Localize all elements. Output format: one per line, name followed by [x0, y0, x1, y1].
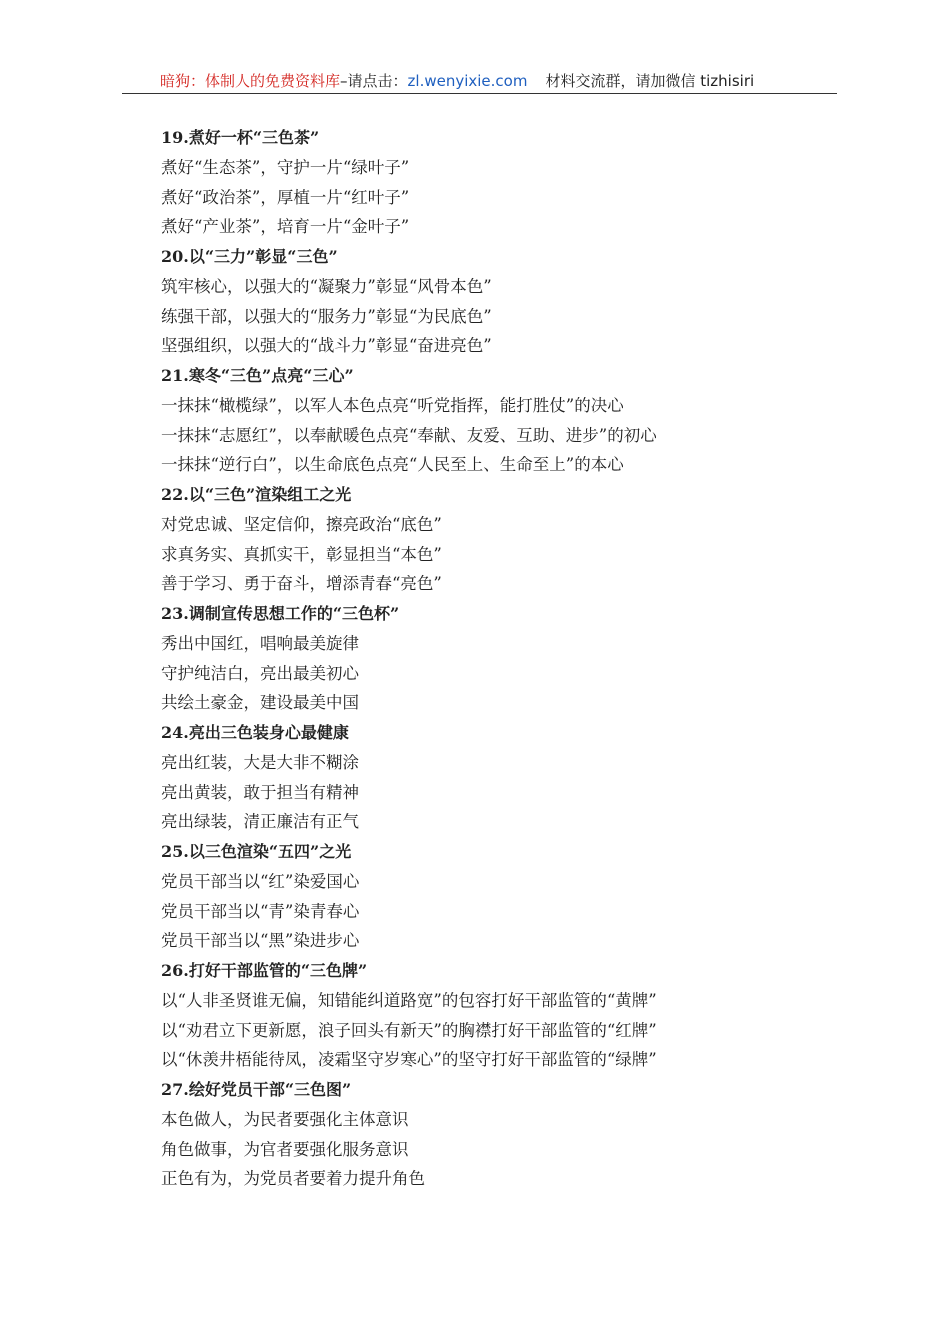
section-line: 以“劝君立下更新愿，浪子回头有新天”的胸襟打好干部监管的“红牌” [161, 1020, 657, 1040]
section-heading-27: 27.绘好党员干部“三色图” [161, 1080, 352, 1099]
section-line: 党员干部当以“黑”染进步心 [161, 931, 360, 951]
section-line: 对党忠诚、坚定信仰，擦亮政治“底色” [161, 514, 442, 534]
section-line: 亮出黄装，敢于担当有精神 [161, 782, 359, 802]
header-brand: 暗狗：体制人的免费资料库 [160, 72, 341, 90]
header-contact: 材料交流群，请加微信 tizhisiri [545, 72, 755, 90]
section-line: 秀出中国红，唱响最美旋律 [161, 633, 359, 653]
section-line: 一抹抹“逆行白”，以生命底色点亮“人民至上、生命至上”的本心 [161, 455, 624, 475]
section-heading-23: 23.调制宣传思想工作的“三色杯” [161, 604, 400, 623]
section-line: 一抹抹“志愿红”，以奉献暖色点亮“奉献、友爱、互助、进步”的初心 [161, 425, 657, 445]
section-heading-24: 24.亮出三色装身心最健康 [161, 723, 349, 742]
section-line: 筑牢核心，以强大的“凝聚力”彰显“风骨本色” [161, 276, 492, 296]
document-body [161, 123, 801, 1194]
section-heading-20: 20.以“三力”彰显“三色” [161, 247, 338, 266]
section-heading-25: 25.以三色渲染“五四”之光 [161, 842, 352, 861]
section-line: 一抹抹“橄榄绿”，以军人本色点亮“听党指挥，能打胜仗”的决心 [161, 395, 624, 415]
section-line: 角色做事，为官者要强化服务意识 [161, 1139, 409, 1159]
section-heading-21: 21.寒冬“三色”点亮“三心” [161, 366, 354, 385]
section-heading-19: 19.煮好一杯“三色茶” [161, 128, 320, 147]
section-line: 亮出绿装，清正廉洁有正气 [161, 812, 359, 832]
section-line: 正色有为，为党员者要着力提升角色 [161, 1169, 425, 1189]
page-header [122, 70, 837, 92]
section-line: 以“休羡井梧能待凤，凌霜坚守岁寒心”的坚守打好干部监管的“绿牌” [161, 1050, 657, 1070]
section-line: 求真务实、真抓实干，彰显担当“本色” [161, 544, 442, 564]
section-line: 练强干部，以强大的“服务力”彰显“为民底色” [161, 306, 492, 326]
header-click-label: –请点击： [340, 72, 408, 90]
section-line: 以“人非圣贤谁无偏，知错能纠道路宽”的包容打好干部监管的“黄牌” [161, 990, 657, 1010]
section-line: 本色做人，为民者要强化主体意识 [161, 1109, 409, 1129]
section-heading-26: 26.打好干部监管的“三色牌” [161, 961, 368, 980]
header-divider [122, 93, 837, 94]
section-line: 守护纯洁白，亮出最美初心 [161, 663, 359, 683]
section-line: 党员干部当以“红”染爱国心 [161, 871, 360, 891]
section-line: 亮出红装，大是大非不糊涂 [161, 752, 359, 772]
section-line: 坚强组织，以强大的“战斗力”彰显“奋进亮色” [161, 336, 492, 356]
section-line: 善于学习、勇于奋斗，增添青春“亮色” [161, 574, 442, 594]
section-line: 共绘土豪金，建设最美中国 [161, 693, 359, 713]
section-line: 煮好“政治茶”，厚植一片“红叶子” [161, 187, 410, 207]
section-line: 煮好“产业茶”，培育一片“金叶子” [161, 217, 410, 237]
section-heading-22: 22.以“三色”渲染组工之光 [161, 485, 352, 504]
section-line: 煮好“生态茶”，守护一片“绿叶子” [161, 157, 410, 177]
section-line: 党员干部当以“青”染青春心 [161, 901, 360, 921]
header-link[interactable]: zl.wenyixie.com [407, 72, 528, 90]
